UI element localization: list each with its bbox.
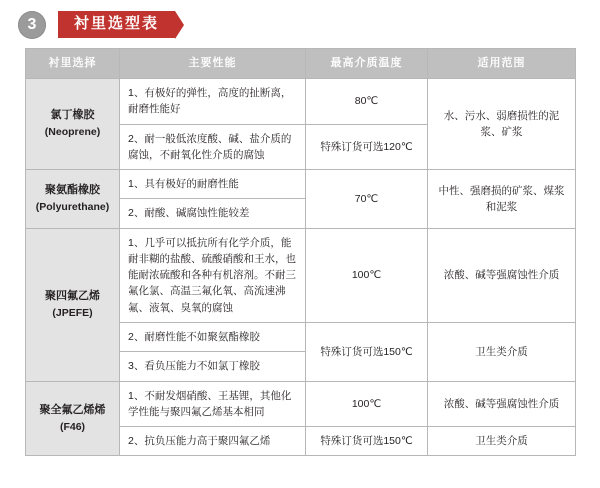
column-header-max-temperature: 最高介质温度 <box>306 49 428 79</box>
page-header <box>0 0 600 40</box>
scope-text: 中性、强磨损的矿浆、煤浆和泥浆 <box>428 170 576 229</box>
lining-name-polyurethane <box>26 170 120 229</box>
scope-text: 浓酸、碱等强腐蚀性介质 <box>428 228 576 322</box>
table-header-row <box>26 49 576 79</box>
lining-selection-table <box>25 48 576 456</box>
performance-text: 1、有极好的弹性，高度的扯断离，耐磨性能好 <box>120 79 306 125</box>
table-row <box>26 170 576 199</box>
performance-text: 2、耐酸、碱腐蚀性能较差 <box>120 199 306 228</box>
lining-name-en: (F46) <box>59 420 86 433</box>
performance-text: 3、看负压能力不如氯丁橡胶 <box>120 352 306 381</box>
performance-text: 1、具有极好的耐磨性能 <box>120 170 306 199</box>
lining-name-cn: 聚四氟乙烯 <box>45 289 100 302</box>
performance-text: 2、耐磨性能不如聚氨酯橡胶 <box>120 322 306 351</box>
lining-name-en: (JPEFE) <box>52 306 93 319</box>
temperature-text: 特殊订货可选120℃ <box>306 124 428 170</box>
scope-text: 卫生类介质 <box>428 427 576 456</box>
section-number-badge: 3 <box>18 11 46 39</box>
column-header-performance: 主要性能 <box>120 49 306 79</box>
temperature-text: 特殊订货可选150℃ <box>306 322 428 381</box>
scope-text: 水、污水、弱磨损性的泥浆、矿浆 <box>428 79 576 170</box>
lining-name-neoprene <box>26 79 120 170</box>
lining-name-fep <box>26 381 120 456</box>
temperature-text: 特殊订货可选150℃ <box>306 427 428 456</box>
lining-name-en: (Neoprene) <box>44 126 101 139</box>
performance-text: 2、抗负压能力高于聚四氟乙烯 <box>120 427 306 456</box>
table-row <box>26 79 576 125</box>
performance-text: 2、耐一般低浓度酸、碱、盐介质的腐蚀，不耐氧化性介质的腐蚀 <box>120 124 306 170</box>
column-header-lining: 衬里选择 <box>26 49 120 79</box>
performance-text: 1、不耐发烟硝酸、王基锂，其他化学性能与聚四氟乙烯基本相同 <box>120 381 306 427</box>
performance-text: 1、几乎可以抵抗所有化学介质，能耐非糊的盐酸、硫酸硝酸和王水，也能耐浓硫酸和各种有机溶剂。不耐三氟化氯、高温三氟化氧、高流速沸氟、液氧、臭氧的腐蚀 <box>120 228 306 322</box>
lining-name-cn: 聚全氟乙烯烯 <box>39 403 106 416</box>
table-container <box>0 40 600 456</box>
lining-name-cn: 聚氨酯橡胶 <box>45 184 100 197</box>
table-row <box>26 381 576 427</box>
scope-text: 浓酸、碱等强腐蚀性介质 <box>428 381 576 427</box>
page-title: 衬里选型表 <box>58 11 175 39</box>
temperature-text: 100℃ <box>306 381 428 427</box>
lining-name-ptfe <box>26 228 120 381</box>
lining-name-en: (Polyurethane) <box>35 201 110 214</box>
scope-text: 卫生类介质 <box>428 322 576 381</box>
table-row <box>26 228 576 322</box>
column-header-scope: 适用范围 <box>428 49 576 79</box>
temperature-text: 100℃ <box>306 228 428 322</box>
temperature-text: 80℃ <box>306 79 428 125</box>
lining-name-cn: 氯丁橡胶 <box>50 109 95 122</box>
temperature-text: 70℃ <box>306 170 428 229</box>
